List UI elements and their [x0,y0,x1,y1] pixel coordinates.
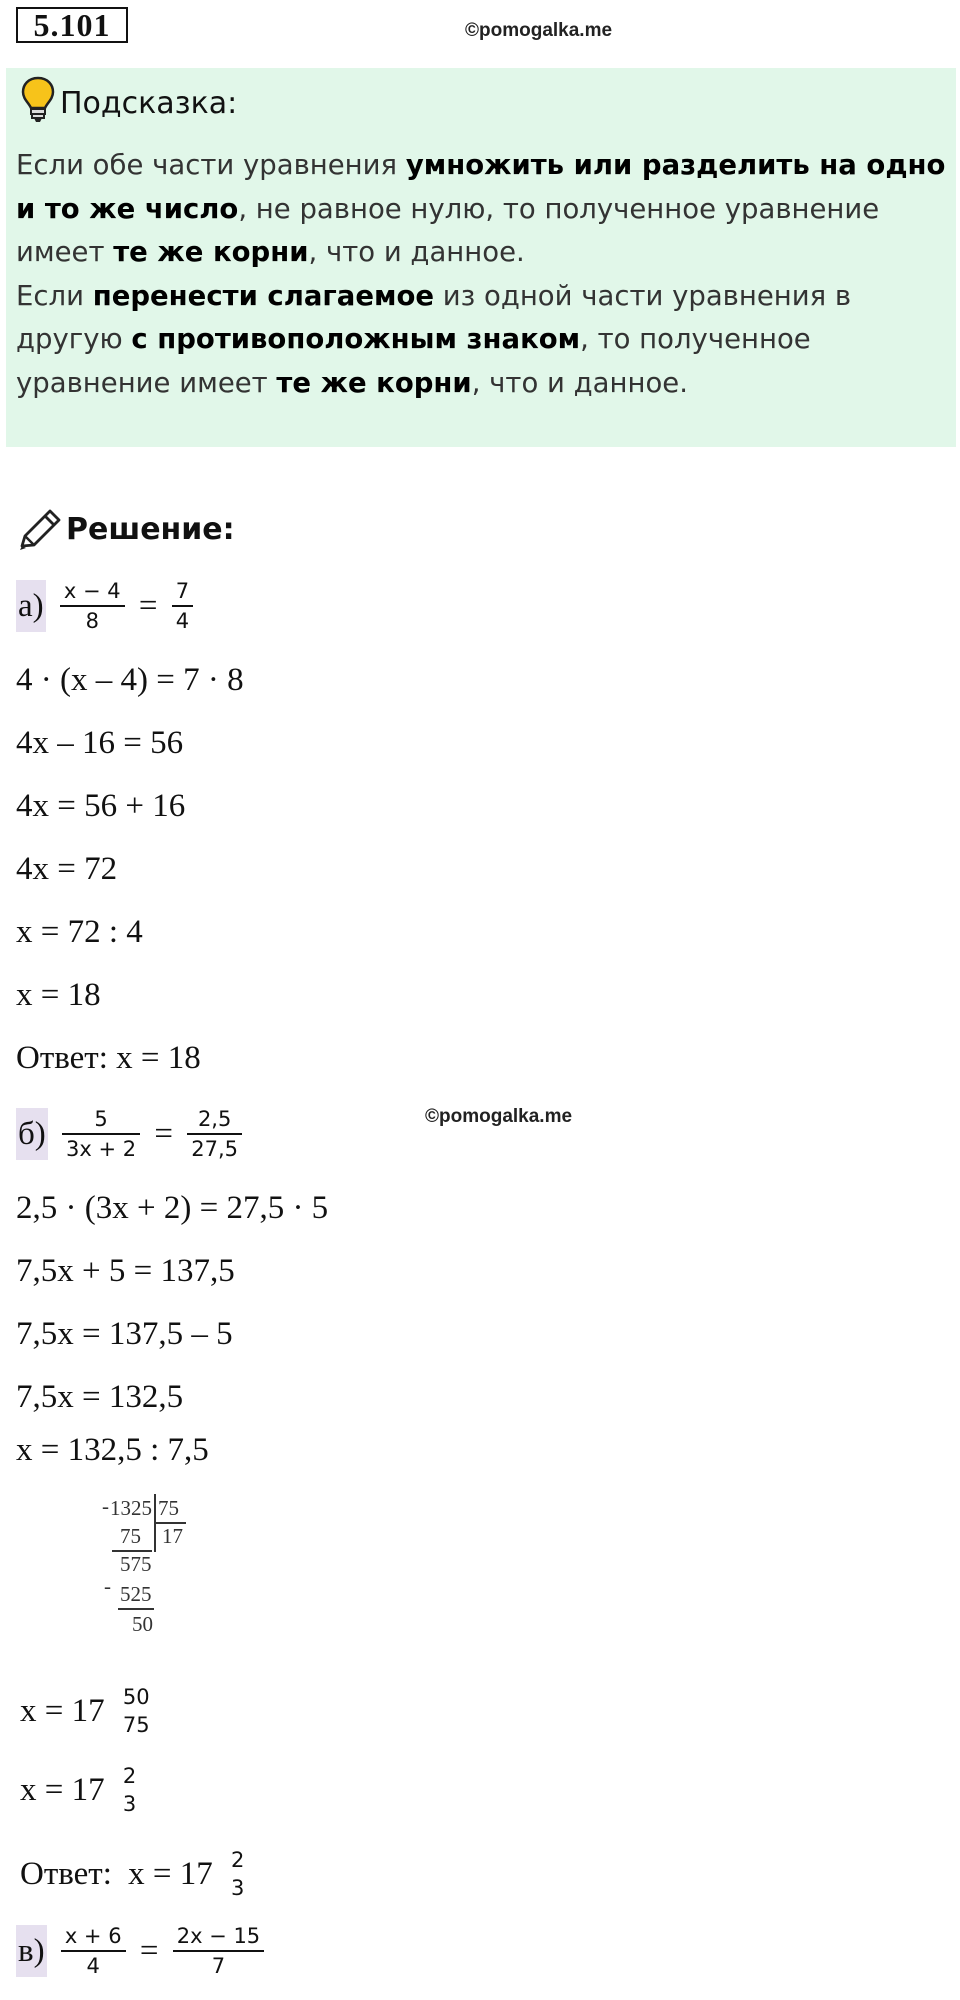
step-line: 2,5 · (3x + 2) = 27,5 · 5 [16,1190,329,1226]
denominator: 4 [86,1954,100,1978]
fraction [119,1762,140,1818]
result-integer: x = 17 [20,1771,105,1808]
fraction [61,1922,126,1980]
minus-sign: - [102,1494,109,1518]
hint-p1-part: Если обе части уравнения [16,149,406,181]
result-integer: x = 17 [20,1692,105,1729]
denominator: 3x + 2 [66,1137,137,1161]
long-division [98,1494,198,1654]
equals-sign: = [139,1932,159,1969]
result-line [16,1683,156,1739]
watermark: ©pomogalka.me [465,20,613,41]
numerator: 7 [172,577,193,607]
numerator: x + 6 [61,1922,126,1952]
equals-sign: = [154,1115,174,1152]
equation-a [16,577,195,635]
divisor: 75 [158,1496,179,1520]
answer-prefix: Ответ: [16,1040,117,1076]
hint-p2-bold: с противоположным знаком [131,323,581,355]
numerator: 2 [122,1764,137,1788]
subtrahend: 525 [120,1582,152,1606]
step-line: 7,5x = 137,5 – 5 [16,1316,233,1352]
fraction [227,1846,248,1902]
hint-p2-part: , то полученное уравнение имеет [16,323,811,399]
hint-p2-bold: перенести слагаемое [92,279,435,312]
step-line: x = 72 : 4 [16,914,143,950]
remainder: 575 [120,1552,152,1576]
step-line: x = 18 [16,977,101,1013]
fraction [119,1683,154,1739]
part-label-b: б) [16,1108,48,1160]
step-line: 4x = 72 [16,851,118,887]
numerator: 50 [122,1685,150,1709]
pencil-icon [16,508,64,552]
fraction [62,1105,140,1163]
equation-c [16,1922,266,1980]
hint-p2-bold: те же корни [276,366,472,399]
numerator: 2 [231,1848,245,1872]
step-line: 4x – 16 = 56 [16,725,184,761]
hint-box [6,68,956,447]
hint-p1-bold: умножить или разделить на одно и то же число [16,149,946,225]
fraction [60,577,125,635]
solution-title: Решение: [66,512,235,547]
result-line [16,1762,142,1818]
answer-prefix: Ответ: [20,1855,121,1892]
denominator: 3 [231,1876,245,1900]
step-line: 7,5x + 5 = 137,5 [16,1253,235,1289]
subtrahend: 75 [120,1524,141,1548]
minus-sign: - [104,1574,111,1598]
answer-integer: x = 17 [128,1855,213,1892]
denominator: 75 [122,1713,150,1737]
denominator: 3 [122,1792,137,1816]
equals-sign: = [138,587,158,624]
hint-p2-part: из одной части уравнения в другую [16,279,852,355]
hint-p2-part: , что и данное. [471,366,688,399]
step-line: x = 132,5 : 7,5 [16,1432,209,1468]
numerator: 5 [62,1105,140,1135]
step-line: 7,5x = 132,5 [16,1379,184,1415]
numerator: 2x − 15 [173,1922,264,1952]
step-line: 4x = 56 + 16 [16,788,186,824]
denominator: 27,5 [191,1137,239,1161]
fraction [172,577,193,635]
quotient: 17 [162,1524,183,1548]
hint-p1-part: , не равное нулю, то полученное уравнение имеет [16,192,880,268]
hint-text [16,144,952,405]
dividend: 1325 [110,1496,152,1520]
hint-p1-bold: те же корни [113,236,309,268]
lightbulb-icon [20,74,56,124]
fraction [173,1922,264,1980]
denominator: 7 [211,1954,226,1978]
answer-b [16,1846,250,1902]
hint-title: Подсказка: [60,86,238,121]
equation-b [16,1105,244,1163]
task-number: 5.101 [16,7,128,43]
remainder: 50 [132,1612,153,1636]
step-line: 4 · (x – 4) = 7 · 8 [16,662,244,698]
hint-p1-part: , что и данное. [308,236,525,268]
answer-value: x = 18 [116,1040,201,1076]
denominator: 4 [175,609,190,633]
fraction [187,1105,242,1163]
watermark: ©pomogalka.me [425,1106,573,1127]
part-label-c: в) [16,1925,47,1977]
hint-p2-part: Если [16,279,93,312]
numerator: x − 4 [60,577,125,607]
part-label-a: а) [16,580,46,632]
answer-a [16,1040,201,1077]
denominator: 8 [85,609,99,633]
numerator: 2,5 [187,1105,242,1135]
